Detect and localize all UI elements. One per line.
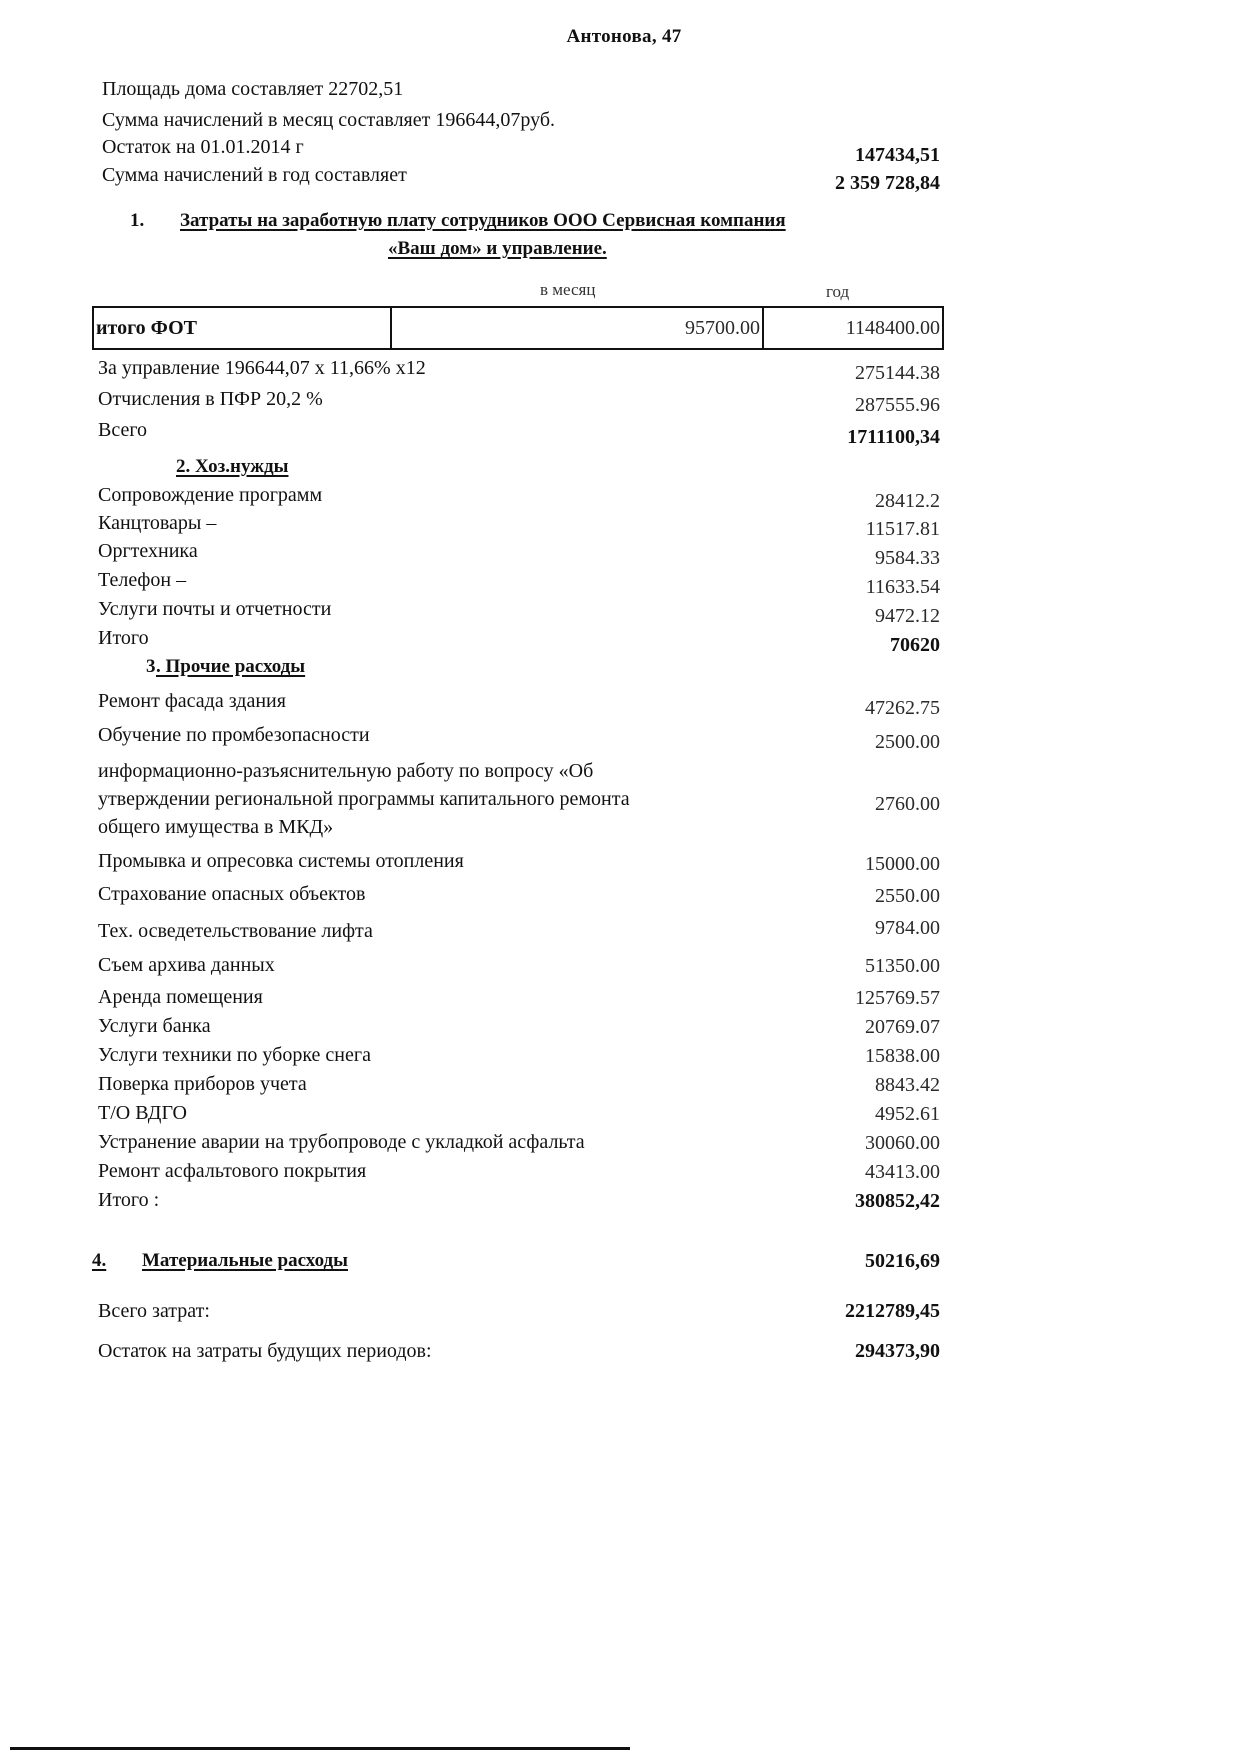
section2-item-value: 11633.54: [865, 576, 940, 598]
annual-charges-value: 2 359 728,84: [835, 172, 940, 194]
section3-item-label: Ремонт фасада здания: [98, 690, 286, 712]
section3-total-value: 380852,42: [855, 1190, 940, 1212]
section2-item-label: Оргтехника: [98, 540, 198, 562]
section3-item-value: 4952.61: [875, 1103, 940, 1125]
column-header-year: год: [826, 282, 850, 301]
section2-item-value: 11517.81: [865, 518, 940, 540]
section2-title: 2. Хоз.нужды: [176, 456, 289, 477]
bottom-scan-line: [10, 1747, 630, 1750]
section1-total-label: Всего: [98, 419, 148, 441]
section1-title-line1: Затраты на заработную плату сотрудников ООО Сервисная компания: [180, 210, 786, 231]
section3-item-label-line1: информационно-разъяснительную работу по вопросу «Об: [98, 760, 594, 782]
total-costs-value: 2212789,45: [845, 1300, 940, 1322]
section3-item-label: Страхование опасных объектов: [98, 883, 366, 905]
section3-item-value: 30060.00: [865, 1132, 940, 1154]
section3-item-label: Промывка и опресовка системы отопления: [98, 850, 464, 872]
section4-value: 50216,69: [865, 1250, 940, 1272]
section3-item-value: 2550.00: [875, 885, 940, 907]
section2-total-value: 70620: [890, 634, 940, 656]
section3-item-label: Тех. осведетельствование лифта: [98, 920, 373, 942]
section3-item-value: 20769.07: [865, 1016, 940, 1038]
section3-item-value: 2760.00: [875, 793, 940, 815]
section3-total-label: Итого :: [98, 1189, 160, 1211]
monthly-charges-text: Сумма начислений в месяц составляет 196644,07руб.: [102, 109, 556, 131]
column-header-month: в месяц: [540, 280, 596, 299]
management-fee-label: За управление 196644,07 х 11,66% х12: [98, 357, 426, 379]
section2-item-label: Канцтовары –: [98, 512, 217, 534]
section2-item-label: Услуги почты и отчетности: [98, 598, 332, 620]
remaining-value: 294373,90: [855, 1340, 940, 1362]
pension-contrib-value: 287555.96: [855, 394, 940, 416]
section4-title: Материальные расходы: [142, 1250, 348, 1271]
fot-month-value: 95700.00: [391, 307, 763, 349]
section1-total-value: 1711100,34: [847, 426, 940, 448]
section3-item-label: Услуги техники по уборке снега: [98, 1044, 371, 1066]
section2-item-value: 9584.33: [875, 547, 940, 569]
section3-item-value: 43413.00: [865, 1161, 940, 1183]
section1-number: 1.: [130, 210, 145, 231]
fot-table: [92, 306, 944, 350]
section3-item-value: 2500.00: [875, 731, 940, 753]
balance-value: 147434,51: [855, 144, 940, 166]
document-title: Антонова, 47: [566, 26, 682, 47]
section3-item-value: 9784.00: [875, 917, 940, 939]
section3-item-value: 15838.00: [865, 1045, 940, 1067]
fot-row: [93, 307, 943, 349]
section3-item-label: Поверка приборов учета: [98, 1073, 307, 1095]
section2-item-label: Сопровождение программ: [98, 484, 323, 506]
fot-label: итого ФОТ: [93, 307, 391, 349]
remaining-label: Остаток на затраты будущих периодов:: [98, 1340, 432, 1362]
section2-item-value: 28412.2: [875, 490, 940, 512]
pension-contrib-label: Отчисления в ПФР 20,2 %: [98, 388, 323, 410]
section3-item-label: Ремонт асфальтового покрытия: [98, 1160, 367, 1182]
section2-item-value: 9472.12: [875, 605, 940, 627]
management-fee-value: 275144.38: [855, 362, 940, 384]
section2-item-label: Телефон –: [98, 569, 187, 591]
section3-item-label-line3: общего имущества в МКД»: [98, 816, 334, 838]
balance-label: Остаток на 01.01.2014 г: [102, 136, 304, 158]
section3-item-label: Аренда помещения: [98, 986, 263, 1008]
section3-item-label: Т/О ВДГО: [98, 1102, 187, 1124]
section3-item-value: 51350.00: [865, 955, 940, 977]
house-area-text: Площадь дома составляет 22702,51: [102, 78, 404, 100]
section2-total-label: Итого: [98, 627, 149, 649]
section3-item-value: 8843.42: [875, 1074, 940, 1096]
section3-title-number: 3: [146, 656, 156, 677]
section3-item-label: Устранение аварии на трубопроводе с укладкой асфальта: [98, 1131, 585, 1153]
section3-item-value: 47262.75: [865, 697, 940, 719]
annual-charges-label: Сумма начислений в год составляет: [102, 164, 407, 186]
section1-title-line2: «Ваш дом» и управление.: [388, 238, 607, 259]
section3-item-label: Съем архива данных: [98, 954, 275, 976]
fot-year-value: 1148400.00: [763, 307, 943, 349]
section3-item-label-line2: утверждении региональной программы капитального ремонта: [98, 788, 630, 810]
section3-item-value: 15000.00: [865, 853, 940, 875]
section4-number: 4.: [92, 1250, 107, 1271]
section3-item-label: Обучение по промбезопасности: [98, 724, 370, 746]
section3-item-value: 125769.57: [855, 987, 940, 1009]
section3-title: . Прочие расходы: [156, 656, 306, 677]
total-costs-label: Всего затрат:: [98, 1300, 210, 1322]
section3-item-label: Услуги банка: [98, 1015, 211, 1037]
